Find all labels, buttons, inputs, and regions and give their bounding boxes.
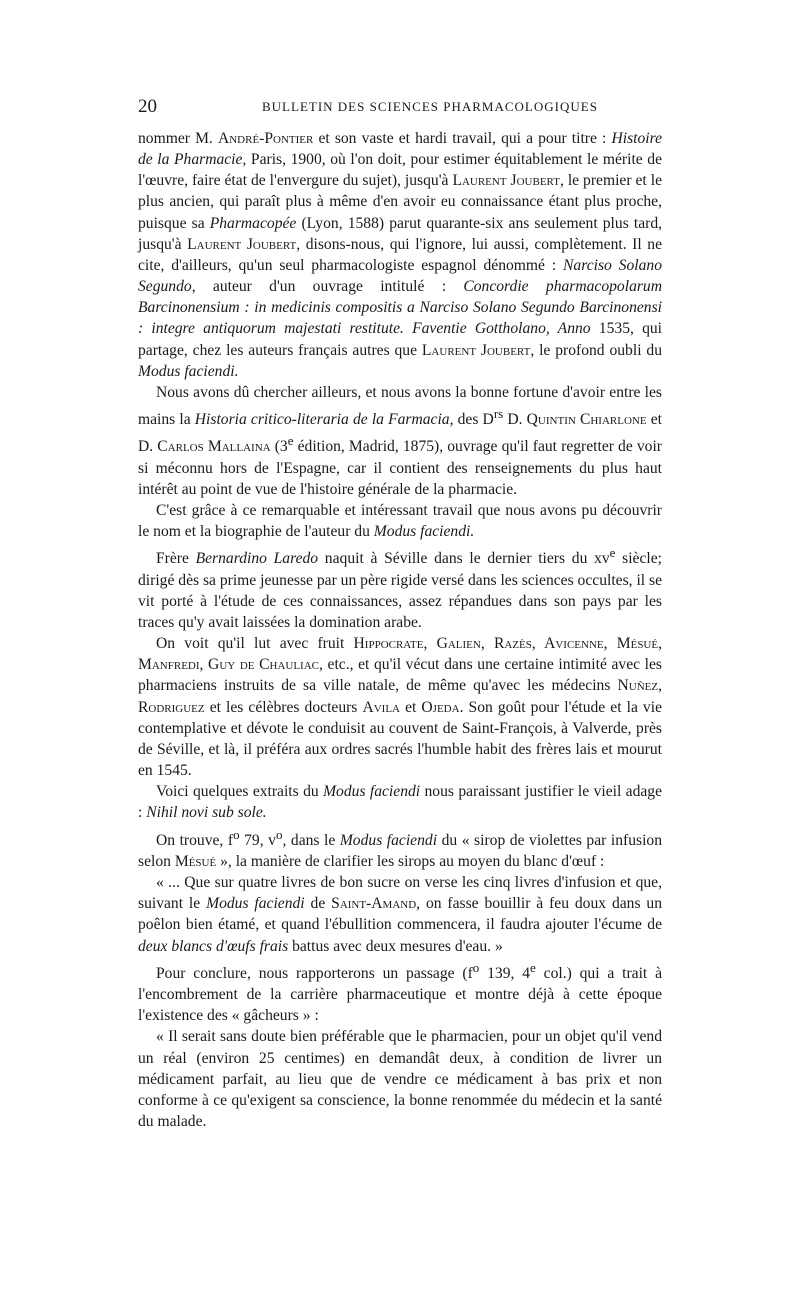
author-name: Laurent Joubert [452,172,560,190]
emphasis: deux blancs d'œufs frais [138,937,289,955]
paragraph-2 [138,382,662,500]
book-title: Histoire de la Pharmacie, [138,130,663,169]
text: , dans le [282,831,340,849]
text: siècle; dirigé dès sa prime jeunesse par un père rigide versé dans les sciences occultes, il se vit porté à l'étude de ces connaissances, assez répandues dans son pays par les traces qu'y avait laissées la domination arabe. [138,550,662,631]
superscript: e [287,433,294,449]
text: naquit à Séville dans le dernier tiers du xv [318,550,610,568]
text: , on fasse bouillir à feu doux dans un poêlon bien étamé, et quand l'ébullition commencera, il faudra ajouter l'écume de [138,895,663,934]
book-title: Modus faciendi [323,783,421,801]
text: (3 [270,438,288,456]
text: , disons-nous, qui l'ignore, lui aussi, complètement. Il ne cite, d'ailleurs, qu'un seul pharmacologiste espagnol dénommé : [138,235,662,274]
text: , auteur d'un ouvrage intitulé : [191,278,464,296]
text: Nous avons dû chercher ailleurs, et nous avons la bonne fortune d'avoir entre les mains la [138,383,662,429]
article-body [138,128,662,1132]
superscript: e [609,545,616,561]
text: col.) qui a trait à l'encombrement de la carrière pharmaceutique et montre déjà à cette époque l'existence des « gâcheurs » : [138,964,663,1025]
text: des D [453,411,494,429]
page-number: 20 [138,96,157,117]
author-name: Avila [362,698,400,716]
running-title: BULLETIN DES SCIENCES PHARMACOLOGIQUES [262,99,598,114]
text: Voici quelques extraits du [156,783,324,801]
author-name: André-Pontier [217,130,314,147]
text: 1535, qui partage, chez les auteurs français autres que [138,320,662,359]
superscript: o [275,826,283,842]
paragraph-8 [138,872,662,957]
latin-adage: Nihil novi sub sole. [146,804,267,822]
text: Paris, 1900, où l'on doit, pour estimer équitablement le mérite de l'œuvre, faire état de l'envergure du sujet), jusqu'à [138,151,663,190]
author-name: Laurent Joubert [421,341,531,359]
text: et D. [138,411,662,456]
superscript: o [233,826,240,842]
text: On voit qu'il lut avec fruit [156,635,354,653]
text: , le premier et le plus ancien, qui paraît plus à même d'en avoir eu connaissance étant plus proche, puisque sa [138,172,662,232]
text: C'est grâce à ce remarquable et intéressant travail que nous avons pu découvrir le nom et la biographie de l'auteur du [138,502,662,541]
text: de [304,895,332,913]
author-name: Mésué [174,852,217,870]
paragraph-5 [138,633,662,781]
author-name: Laurent Joubert [187,235,297,253]
page-header [138,96,662,120]
book-title: Modus faciendi. [138,362,239,380]
author-name: Ojeda [421,698,460,716]
paragraph-10 [138,1026,662,1132]
author-name: Quintin Chiarlone [526,411,647,429]
superscript: rs [493,406,504,422]
text: et son vaste et hardi travail, qui a pour titre : [313,130,612,147]
text: nous paraissant justifier le vieil adage : [138,783,663,822]
paragraph-4 [138,542,662,633]
author-names: Hippocrate, Galien, Razès, Avicenne, Mésué, Manfredi, Guy de Chauliac, [138,635,662,674]
text: 139, 4 [479,964,531,982]
text: « ... Que sur quatre livres de bon sucre on verse les cinq livres d'infusion et que, suivant le [138,874,662,913]
text: du « sirop de violettes par infusion selon [138,831,662,870]
book-title: Modus faciendi [206,895,305,913]
text: , le profond oubli du [530,341,662,359]
book-title: Modus faciendi. [373,523,475,541]
book-title: Pharmacopée [209,214,297,232]
text: 79, v [239,831,276,849]
text: etc., et qu'il vécut dans une certaine intimité avec les pharmaciens instruits de sa ville natale, de même qu'avec les médecins [138,656,662,695]
superscript: o [472,959,480,975]
paragraph-9 [138,957,662,1027]
superscript: e [530,959,536,975]
text: On trouve, f [156,831,234,849]
book-title: Concordie pharmacopolarum Barcinonensium : in medicinis compositis a Narciso Solano Segundo Barcinonensi : integre antiquorum majestati restitute. Faventie Gottholano, Anno [138,278,662,338]
author-name: Bernardino Laredo [195,550,319,568]
text: D. [503,411,527,429]
book-title: Historia critico-literaria de la Farmacia, [194,411,454,429]
paragraph-7 [138,824,662,873]
text: et les célèbres docteurs [204,698,363,716]
text: Frère [156,550,196,568]
author-name: Saint-Amand [331,895,417,913]
text: Pour conclure, nous rapporterons un passage (f [156,964,473,982]
text: « Il serait sans doute bien préférable que le pharmacien, pour un objet qu'il vend un réal (environ 25 centimes) en demandât deux, à condition de livrer un médicament parfait, au lieu que de vendre ce médicament à bas prix et non conforme à ce qu'exigent sa conscience, la bonne renommée du médecin et la santé du malade. [138,1028,662,1130]
text: nommer M. [138,130,218,147]
text: », la manière de clarifier les sirops au moyen du blanc d'œuf : [216,852,605,870]
text: édition, Madrid, 1875), ouvrage qu'il faut regretter de voir si méconnu hors de l'Espagne, car il contient des renseignements du plus haut intérêt au point de vue de l'histoire générale de la pharmacie. [138,438,662,498]
book-title: Modus faciendi [339,831,438,849]
text: . Son goût pour l'étude et la vie contemplative et dévote le conduisit au couvent de Saint-François, à Valverde, près de Séville, et là, il préféra aux ordres sacrés l'humble habit des frères lais et mourut en 1545. [138,698,662,780]
author-name: Nuñez, Rodriguez [138,677,662,716]
text: battus avec deux mesures d'eau. » [288,937,503,955]
text: (Lyon, 1588) parut quarante-six ans seulement plus tard, jusqu'à [138,214,663,253]
paragraph-1 [138,128,662,382]
author-name: Narciso Solano Segundo [138,256,662,296]
paragraph-6 [138,781,662,823]
paragraph-3 [138,500,662,542]
author-name: Carlos Mallaina [157,438,271,456]
text: et [400,698,422,716]
